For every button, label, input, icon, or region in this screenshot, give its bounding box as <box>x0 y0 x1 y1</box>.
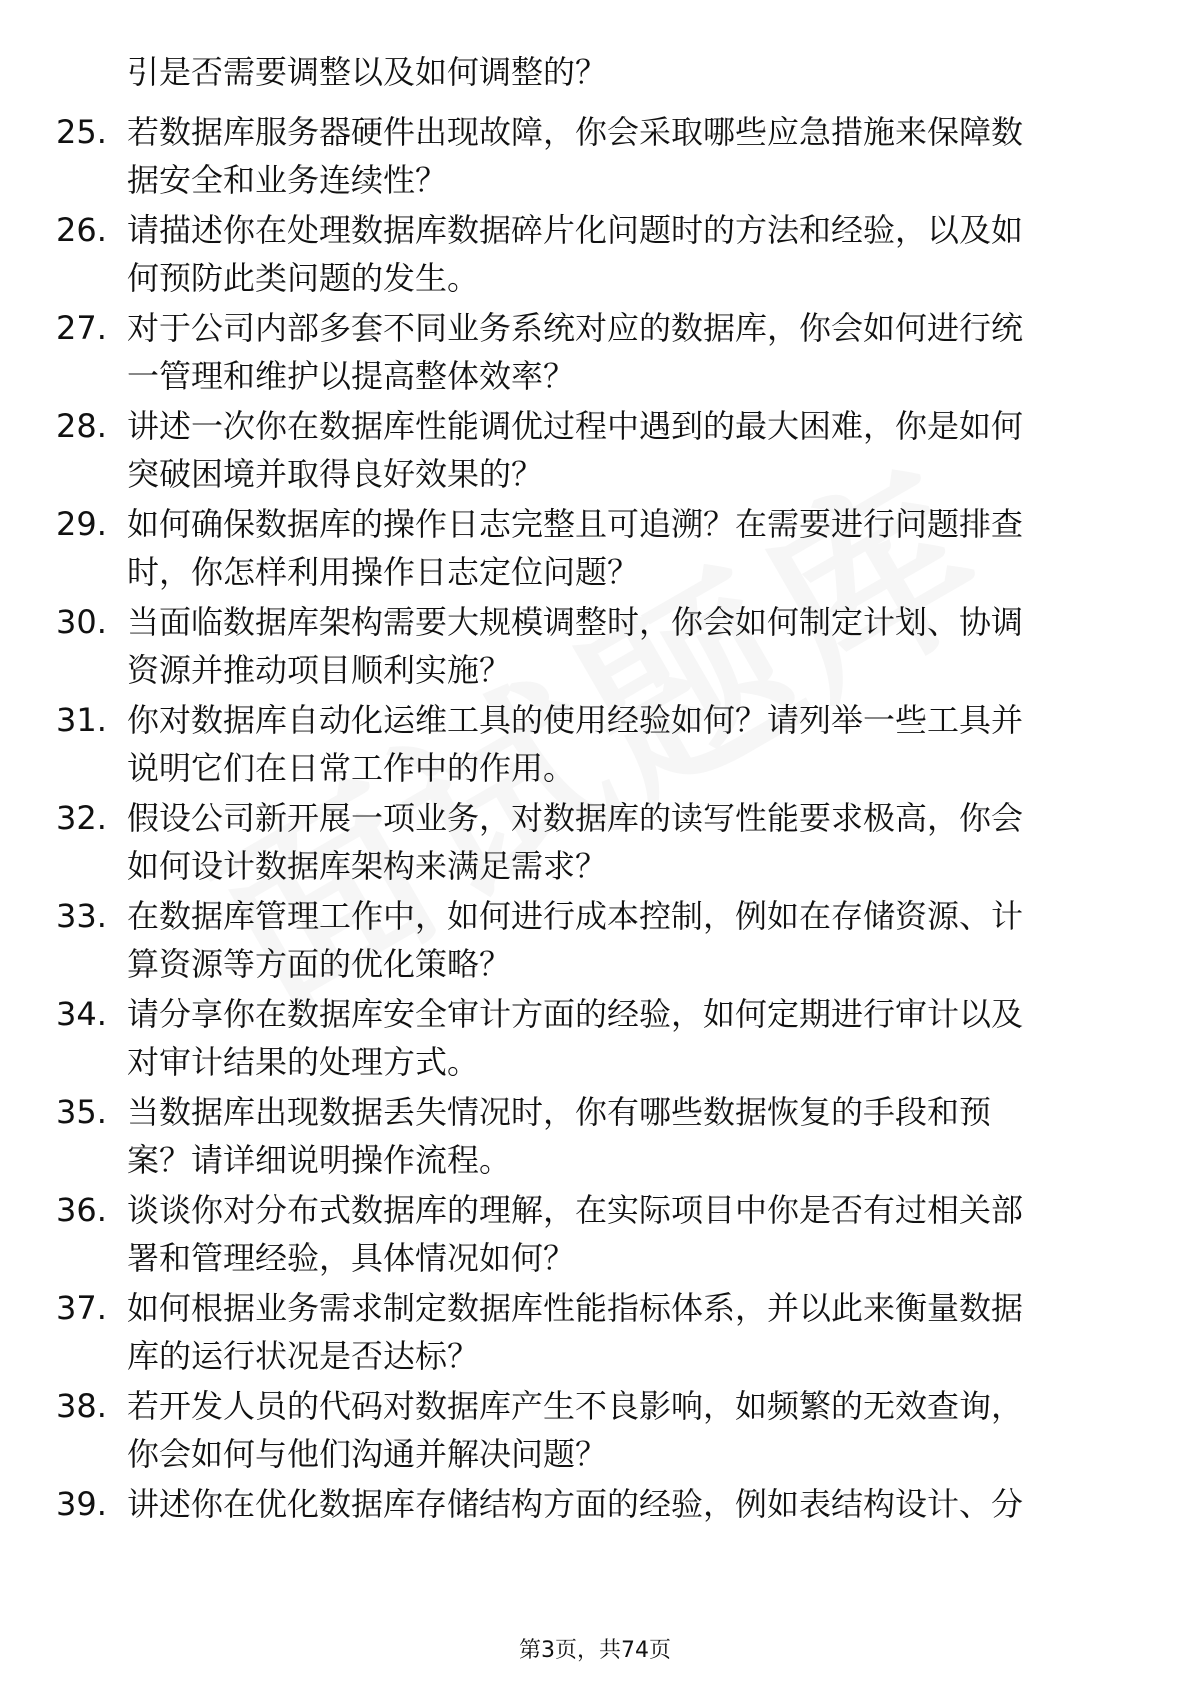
question-text-line: 何预防此类问题的发生。 <box>127 259 480 297</box>
question-number: 33. <box>56 897 107 935</box>
question-text-line: 当数据库出现数据丢失情况时，你有哪些数据恢复的手段和预 <box>127 1093 992 1131</box>
question-text-line: 说明它们在日常工作中的作用。 <box>127 749 576 787</box>
question-number: 36. <box>56 1191 107 1229</box>
question-text <box>127 1284 1117 1380</box>
question-text-line: 谈谈你对分布式数据库的理解，在实际项目中你是否有过相关部 <box>127 1191 1024 1229</box>
question-text-line: 据安全和业务连续性？ <box>127 161 448 199</box>
question-text-line: 案？请详细说明操作流程。 <box>127 1141 512 1179</box>
question-item <box>0 500 1190 598</box>
question-item <box>0 402 1190 500</box>
question-number: 30. <box>56 603 107 641</box>
question-list <box>0 108 1190 1578</box>
question-number: 29. <box>56 505 107 543</box>
question-item <box>0 1186 1190 1284</box>
question-text <box>127 1088 1117 1184</box>
question-text-line: 你会如何与他们沟通并解决问题？ <box>127 1435 608 1473</box>
question-text-line: 对审计结果的处理方式。 <box>127 1043 480 1081</box>
question-text <box>127 990 1117 1086</box>
question-text <box>127 108 1117 204</box>
question-text <box>127 1186 1117 1282</box>
question-text-line: 请描述你在处理数据库数据碎片化问题时的方法和经验，以及如 <box>127 211 1024 249</box>
question-item <box>0 892 1190 990</box>
question-text-line: 假设公司新开展一项业务，对数据库的读写性能要求极高，你会 <box>127 799 1024 837</box>
question-item <box>0 206 1190 304</box>
question-text-line: 对于公司内部多套不同业务系统对应的数据库，你会如何进行统 <box>127 309 1024 347</box>
question-text-line: 如何确保数据库的操作日志完整且可追溯？在需要进行问题排查 <box>127 505 1024 543</box>
question-number: 37. <box>56 1289 107 1327</box>
question-text <box>127 696 1117 792</box>
question-number: 38. <box>56 1387 107 1425</box>
question-text-line: 算资源等方面的优化策略？ <box>127 945 512 983</box>
question-item <box>0 304 1190 402</box>
question-item <box>0 1382 1190 1480</box>
question-number: 25. <box>56 113 107 151</box>
question-number: 26. <box>56 211 107 249</box>
question-item <box>0 696 1190 794</box>
question-item <box>0 990 1190 1088</box>
question-text <box>127 206 1117 302</box>
question-text-line: 如何根据业务需求制定数据库性能指标体系，并以此来衡量数据 <box>127 1289 1024 1327</box>
question-text-line: 资源并推动项目顺利实施？ <box>127 651 512 689</box>
question-item <box>0 108 1190 206</box>
question-text-line: 请分享你在数据库安全审计方面的经验，如何定期进行审计以及 <box>127 995 1024 1033</box>
question-item <box>0 794 1190 892</box>
question-text-line: 若开发人员的代码对数据库产生不良影响，如频繁的无效查询， <box>127 1387 1024 1425</box>
question-item <box>0 1480 1190 1578</box>
question-text <box>127 304 1117 400</box>
question-number: 34. <box>56 995 107 1033</box>
question-text <box>127 598 1117 694</box>
question-number: 31. <box>56 701 107 739</box>
question-text-line: 库的运行状况是否达标？ <box>127 1337 480 1375</box>
question-item <box>0 1088 1190 1186</box>
question-text-line: 一管理和维护以提高整体效率？ <box>127 357 576 395</box>
question-item <box>0 598 1190 696</box>
page-footer: 第3页，共74页 <box>519 1638 671 1663</box>
question-text-line: 当面临数据库架构需要大规模调整时，你会如何制定计划、协调 <box>127 603 1024 641</box>
question-text-line: 你对数据库自动化运维工具的使用经验如何？请列举一些工具并 <box>127 701 1024 739</box>
question-text-line: 若数据库服务器硬件出现故障，你会采取哪些应急措施来保障数 <box>127 113 1024 151</box>
question-text <box>127 500 1117 596</box>
question-text <box>127 402 1117 498</box>
question-text-line: 在数据库管理工作中，如何进行成本控制，例如在存储资源、计 <box>127 897 1024 935</box>
question-text-line: 如何设计数据库架构来满足需求？ <box>127 847 608 885</box>
question-number: 35. <box>56 1093 107 1131</box>
question-text-line: 讲述你在优化数据库存储结构方面的经验，例如表结构设计、分 <box>127 1485 1024 1523</box>
question-text-line: 讲述一次你在数据库性能调优过程中遇到的最大困难，你是如何 <box>127 407 1024 445</box>
question-text <box>127 794 1117 890</box>
continuation-text: 引是否需要调整以及如何调整的？ <box>127 53 608 91</box>
question-text-line: 署和管理经验，具体情况如何？ <box>127 1239 576 1277</box>
question-text <box>127 1480 1117 1528</box>
question-text <box>127 1382 1117 1478</box>
question-text-line: 突破困境并取得良好效果的？ <box>127 455 544 493</box>
question-text <box>127 892 1117 988</box>
question-number: 27. <box>56 309 107 347</box>
question-item <box>0 1284 1190 1382</box>
question-text-line: 时，你怎样利用操作日志定位问题？ <box>127 553 640 591</box>
question-number: 39. <box>56 1485 107 1523</box>
question-number: 28. <box>56 407 107 445</box>
question-number: 32. <box>56 799 107 837</box>
